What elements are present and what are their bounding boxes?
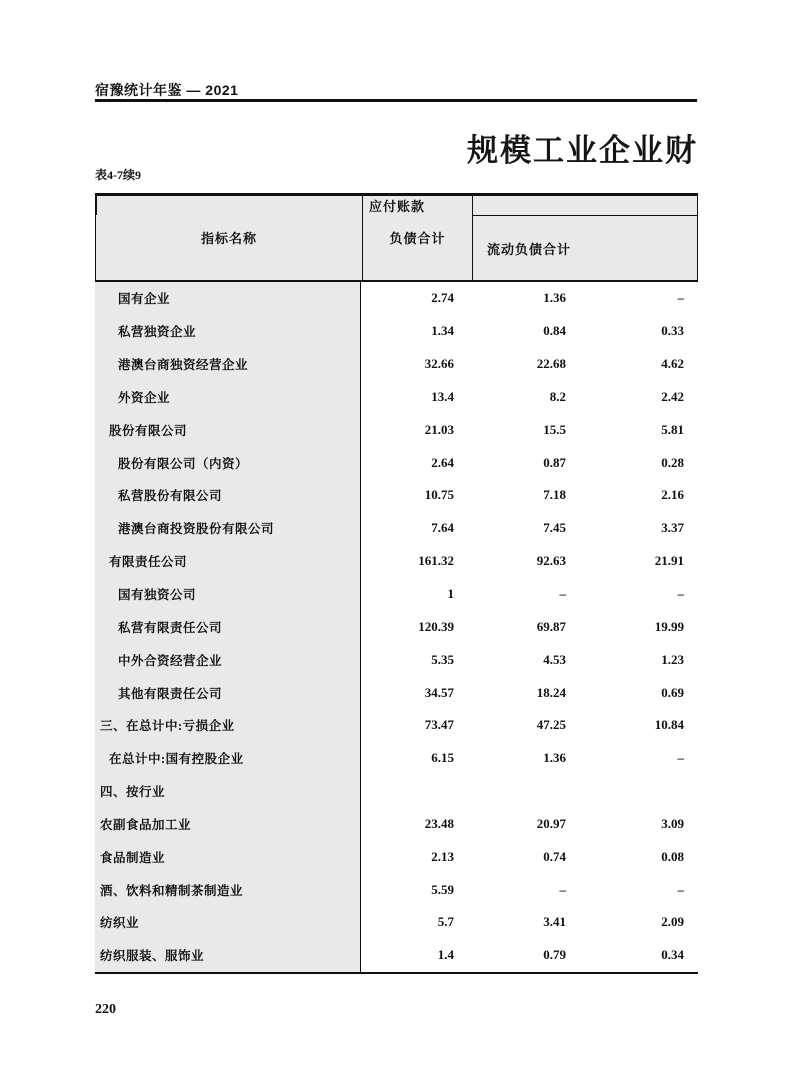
value-cell: 21.91	[654, 553, 684, 569]
value-cell: 1.34	[431, 323, 454, 339]
table-row	[95, 873, 698, 906]
indicator-label: 其他有限责任公司	[95, 676, 361, 709]
table-row	[95, 939, 698, 972]
table-row	[95, 906, 698, 939]
indicator-label: 股份有限公司	[95, 413, 361, 446]
value-cell: 8.2	[549, 388, 566, 404]
indicator-label: 纺织业	[95, 906, 361, 939]
value-cell: 10.84	[654, 717, 684, 733]
indicator-label: 外资企业	[95, 381, 361, 414]
column-header-accounts-payable: 应付账款	[96, 195, 697, 215]
value-cell: 120.39	[418, 618, 454, 634]
indicator-label: 港澳台商投资股份有限公司	[95, 512, 361, 545]
indicator-label: 中外合资经营企业	[95, 643, 361, 676]
value-cell: –	[677, 750, 684, 766]
table-header	[95, 193, 698, 282]
indicator-label: 国有企业	[95, 282, 361, 315]
table-row	[95, 610, 698, 643]
table-row	[95, 840, 698, 873]
table-row	[95, 348, 698, 381]
value-cell: –	[559, 586, 566, 602]
table-row	[95, 808, 698, 841]
table-row	[95, 446, 698, 479]
table-body	[95, 282, 698, 974]
value-cell: 34.57	[424, 684, 454, 700]
value-cell: 15.5	[543, 421, 566, 437]
value-cell: 7.18	[543, 487, 566, 503]
column-header-total-liabilities: 负债合计	[389, 231, 446, 246]
column-header-current-liabilities: 流动负债合计	[486, 241, 571, 257]
value-cell: 13.4	[431, 388, 454, 404]
indicator-label: 纺织服装、服饰业	[95, 939, 361, 972]
value-cell: 21.03	[424, 421, 454, 437]
page-number: 220	[95, 1002, 116, 1017]
value-cell: 10.75	[424, 487, 454, 503]
indicator-label: 农副食品加工业	[95, 808, 361, 841]
indicator-label: 在总计中:国有控股企业	[95, 742, 361, 775]
table-row	[95, 381, 698, 414]
value-cell: 6.15	[431, 750, 454, 766]
value-cell: 4.53	[543, 651, 566, 667]
table-row	[95, 643, 698, 676]
indicator-label: 港澳台商独资经营企业	[95, 348, 361, 381]
value-cell	[361, 775, 471, 808]
indicator-label: 酒、饮料和精制茶制造业	[95, 873, 361, 906]
value-cell: 1.36	[543, 290, 566, 306]
value-cell: 0.69	[661, 684, 684, 700]
value-cell: 2.64	[431, 454, 454, 470]
value-cell: 161.32	[418, 553, 454, 569]
value-cell: 73.47	[424, 717, 454, 733]
value-cell: 2.74	[431, 290, 454, 306]
value-cell: 2.42	[661, 388, 684, 404]
table-row	[95, 775, 698, 808]
value-cell: –	[677, 290, 684, 306]
value-cell: 5.59	[431, 881, 454, 897]
value-cell: 0.08	[661, 848, 684, 864]
value-cell: 0.33	[661, 323, 684, 339]
value-cell: 1	[447, 586, 454, 602]
value-cell: 0.34	[661, 947, 684, 963]
value-cell: 1.36	[543, 750, 566, 766]
value-cell: 20.97	[536, 815, 566, 831]
header-rule	[95, 99, 697, 102]
table-row	[95, 282, 698, 315]
running-header	[95, 80, 697, 100]
table-row	[95, 709, 698, 742]
indicator-label: 有限责任公司	[95, 545, 361, 578]
table-row	[95, 413, 698, 446]
value-cell: 0.79	[543, 947, 566, 963]
indicator-label: 股份有限公司（内资）	[95, 446, 361, 479]
table-caption: 表4-7续9	[95, 168, 141, 182]
indicator-label: 三、在总计中:亏损企业	[95, 709, 361, 742]
value-cell: 22.68	[536, 356, 566, 372]
value-cell: 92.63	[536, 553, 566, 569]
value-cell: 69.87	[536, 618, 566, 634]
value-cell: –	[677, 586, 684, 602]
column-header-indicator: 指标名称	[200, 231, 257, 246]
table-row	[95, 479, 698, 512]
table-row	[95, 578, 698, 611]
indicator-label: 四、按行业	[95, 775, 361, 808]
value-cell: 0.74	[543, 848, 566, 864]
value-cell: 0.87	[543, 454, 566, 470]
value-cell: 18.24	[536, 684, 566, 700]
value-cell: 0.84	[543, 323, 566, 339]
value-cell: 23.48	[424, 815, 454, 831]
value-cell: 2.13	[431, 848, 454, 864]
value-cell	[471, 775, 584, 808]
value-cell: 7.64	[431, 520, 454, 536]
value-cell: 1.23	[661, 651, 684, 667]
indicator-label: 国有独资公司	[95, 578, 361, 611]
indicator-label: 私营股份有限公司	[95, 479, 361, 512]
value-cell: 2.09	[661, 914, 684, 930]
value-cell: 47.25	[536, 717, 566, 733]
value-cell: 5.35	[431, 651, 454, 667]
table-row	[95, 315, 698, 348]
indicator-label: 私营有限责任公司	[95, 610, 361, 643]
indicator-label: 私营独资企业	[95, 315, 361, 348]
value-cell: 7.45	[543, 520, 566, 536]
table-row	[95, 742, 698, 775]
table-row	[95, 512, 698, 545]
value-cell: 4.62	[661, 356, 684, 372]
value-cell: 5.81	[661, 421, 684, 437]
value-cell: 0.28	[661, 454, 684, 470]
indicator-label: 食品制造业	[95, 840, 361, 873]
value-cell: 2.16	[661, 487, 684, 503]
table-row	[95, 676, 698, 709]
table-row	[95, 545, 698, 578]
page-title: 规模工业企业财	[467, 133, 698, 168]
value-cell: 3.37	[661, 520, 684, 536]
yearbook-title: 宿豫统计年鉴 — 2021	[95, 82, 239, 98]
statistics-table	[95, 193, 698, 974]
value-cell: –	[677, 881, 684, 897]
value-cell: 3.41	[543, 914, 566, 930]
value-cell	[584, 775, 697, 808]
value-cell: 32.66	[424, 356, 454, 372]
value-cell: 19.99	[654, 618, 684, 634]
value-cell: –	[559, 881, 566, 897]
value-cell: 3.09	[661, 815, 684, 831]
value-cell: 1.4	[437, 947, 454, 963]
value-cell: 5.7	[437, 914, 454, 930]
